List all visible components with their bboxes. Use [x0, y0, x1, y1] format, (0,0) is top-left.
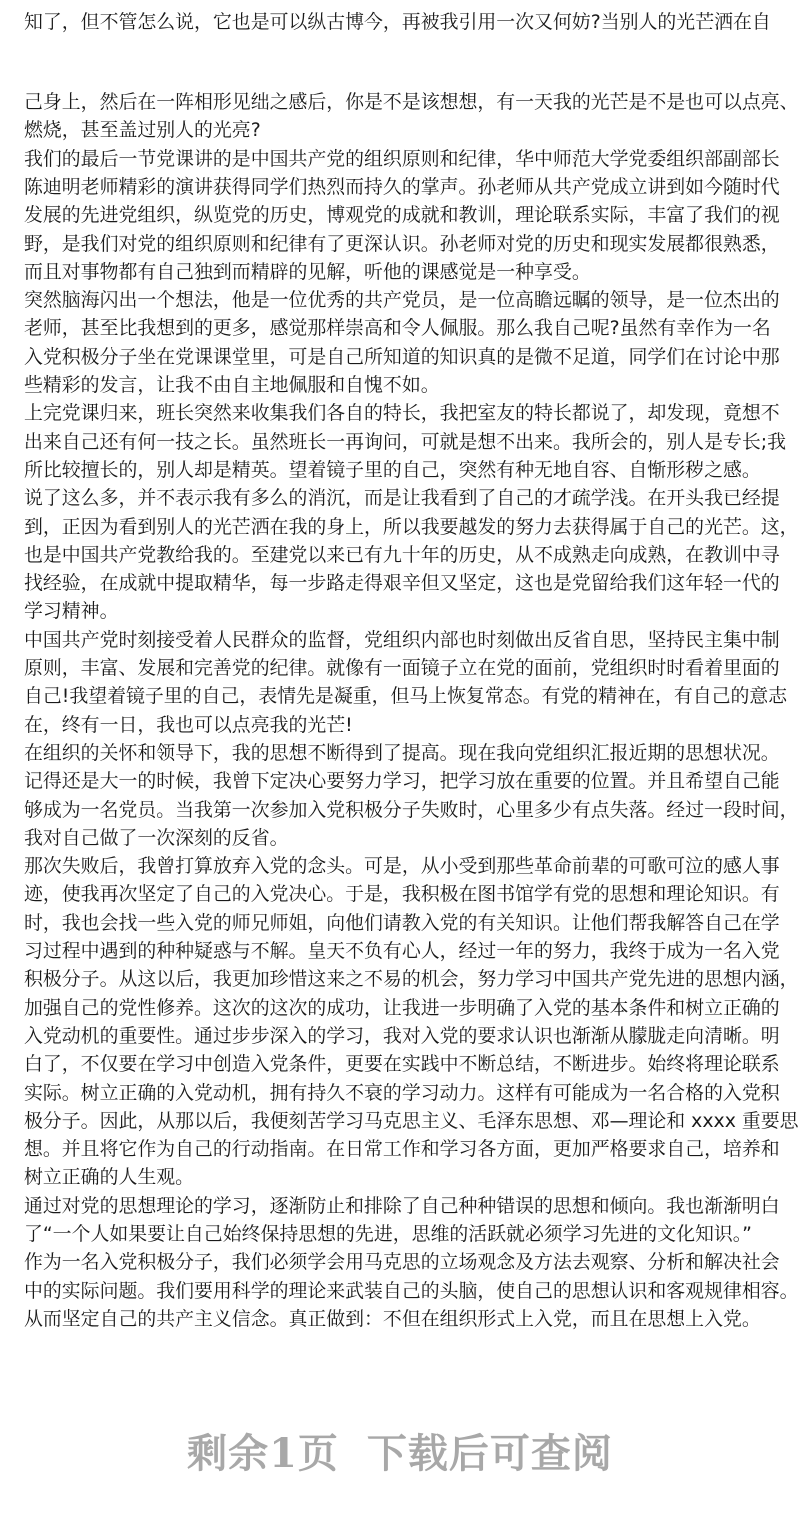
document-line: 知了，但不管怎么说，它也是可以纵古博今，再被我引用一次又何妨?当别人的光芒洒在自 [24, 11, 771, 33]
document-line: 陈迪明老师精彩的演讲获得同学们热烈而持久的掌声。孙老师从共产党成立讲到如今随时代 [24, 175, 780, 198]
document-line: 记得还是大一的时候，我曾下定决心要努力学习，把学习放在重要的位置。并且希望自己能 [24, 770, 780, 793]
document-line: 发展的先进党组织，纵览党的历史，博观党的成就和教训，理论联系实际，丰富了我们的视 [24, 204, 780, 227]
document-line: 加强自己的党性修养。这次的这次的成功，让我进一步明确了入党的基本条件和树立正确的 [24, 996, 780, 1019]
document-line: 通过对党的思想理论的学习，逐渐防止和排除了自己种种错误的思想和倾向。我也渐渐明白 [24, 1194, 780, 1217]
document-line: 说了这么多，并不表示我有多么的消沉，而是让我看到了自己的才疏学浅。在开头我已经提 [24, 487, 780, 510]
download-to-view-label: 下载后可查阅 [366, 1430, 613, 1477]
document-line: 从而坚定自己的共产主义信念。真正做到：不但在组织形式上入党，而且在思想上入党。 [24, 1307, 761, 1330]
document-line: 上完党课归来，班长突然来收集我们各自的特长，我把室友的特长都说了，却发现，竟想不 [24, 402, 780, 425]
document-line: 树立正确的人生观。 [24, 1166, 195, 1189]
document-line: 所比较擅长的，别人却是精英。望着镜子里的自己，突然有种无地自容、自惭形秽之感。 [24, 458, 761, 481]
document-line: 在组织的关怀和领导下，我的思想不断得到了提高。现在我向党组织汇报近期的思想状况。 [24, 741, 780, 764]
document-line: 中的实际问题。我们要用科学的理论来武装自己的头脑，使自己的思想认识和客观规律相容。 [24, 1279, 799, 1302]
document-line: 也是中国共产党教给我的。至建党以来已有九十年的历史，从不成熟走向成熟，在教训中寻 [24, 543, 780, 566]
document-line: 我对自己做了一次深刻的反省。 [24, 826, 289, 849]
document-line: 找经验，在成就中提取精华，每一步路走得艰辛但又坚定，这也是党留给我们这年轻一代的 [24, 572, 780, 595]
document-line: 习过程中遇到的种种疑惑与不解。皇天不负有心人，经过一年的努力，我终于成为一名入党 [24, 940, 780, 962]
document-line: 野，是我们对党的组织原则和纪律有了更深认识。孙老师对党的历史和现实发展都很熟悉， [24, 232, 780, 255]
document-line: 了“一个人如果要让自己始终保持思想的先进，思维的活跃就必须学习先进的文化知识。” [24, 1223, 752, 1245]
document-line: 些精彩的发言，让我不由自主地佩服和自愧不如。 [24, 374, 440, 396]
document-line: 自己!我望着镜子里的自己，表情先是凝重，但马上恢复常态。有党的精神在，有自己的意志 [24, 685, 788, 708]
document-line: 原则，丰富、发展和完善党的纪律。就像有一面镜子立在党的面前，党组织时时看着里面的 [24, 657, 780, 679]
document-line: 迹，使我再次坚定了自己的入党决心。于是，我积极在图书馆学有党的思想和理论知识。有 [24, 883, 780, 906]
document-line: 在，终有一日，我也可以点亮我的光芒! [24, 713, 353, 736]
document-line: 想。并且将它作为自己的行动指南。在日常工作和学习各方面，更加严格要求自己，培养和 [24, 1138, 780, 1161]
document-line: 到，正因为看到别人的光芒洒在我的身上，所以我要越发的努力去获得属于自己的光芒。这， [24, 515, 799, 538]
document-line: 白了，不仅要在学习中创造入党条件，更要在实践中不断总结，不断进步。始终将理论联系 [24, 1053, 780, 1076]
document-line: 够成为一名党员。当我第一次参加入党积极分子失败时，心里多少有点失落。经过一段时间， [24, 798, 799, 821]
document-line: 入党动机的重要性。通过步步深入的学习，我对入党的要求认识也渐渐从朦胧走向清晰。明 [24, 1024, 780, 1047]
document-line: 实际。树立正确的入党动机，拥有持久不衰的学习动力。这样有可能成为一名合格的入党积 [24, 1081, 780, 1104]
remaining-pages-label: 剩余1页 [187, 1430, 339, 1477]
download-prompt[interactable] [0, 1422, 800, 1479]
document-line: 极分子。因此，从那以后，我便刻苦学习马克思主义、毛泽东思想、邓—理论和 xxxx 重要思 [24, 1109, 799, 1132]
document-line: 学习精神。 [24, 600, 119, 623]
document-line: 积极分子。从这以后，我更加珍惜这来之不易的机会，努力学习中国共产党先进的思想内涵， [24, 968, 799, 991]
document-line: 我们的最后一节党课讲的是中国共产党的组织原则和纪律，华中师范大学党委组织部副部长 [24, 147, 780, 170]
document-line: 作为一名入党积极分子，我们必须学会用马克思的立场观念及方法去观察、分析和解决社会 [24, 1251, 780, 1274]
document-line: 时，我也会找一些入党的师兄师姐，向他们请教入党的有关知识。让他们帮我解答自己在学 [24, 911, 780, 934]
document-line: 出来自己还有何一技之长。虽然班长一再询问，可就是想不出来。我所会的，别人是专长;我 [24, 430, 786, 453]
document-line: 燃烧，甚至盖过别人的光亮? [24, 119, 261, 142]
document-line: 而且对事物都有自己独到而精辟的见解，听他的课感觉是一种享受。 [24, 260, 591, 283]
document-line: 己身上，然后在一阵相形见绌之感后，你是不是该想想，有一天我的光芒是不是也可以点亮、 [24, 91, 799, 113]
document-line: 突然脑海闪出一个想法，他是一位优秀的共产党员，是一位高瞻远瞩的领导，是一位杰出的 [24, 289, 780, 312]
document-line: 那次失败后，我曾打算放弃入党的念头。可是，从小受到那些革命前辈的可歌可泣的感人事 [24, 855, 780, 878]
document-line: 中国共产党时刻接受着人民群众的监督，党组织内部也时刻做出反省自思，坚持民主集中制 [24, 628, 780, 651]
document-line: 老师，甚至比我想到的更多，感觉那样崇高和令人佩服。那么我自己呢?虽然有幸作为一名 [24, 317, 771, 340]
document-line: 入党积极分子坐在党课课堂里，可是自己所知道的知识真的是微不足道，同学们在讨论中那 [24, 345, 780, 368]
